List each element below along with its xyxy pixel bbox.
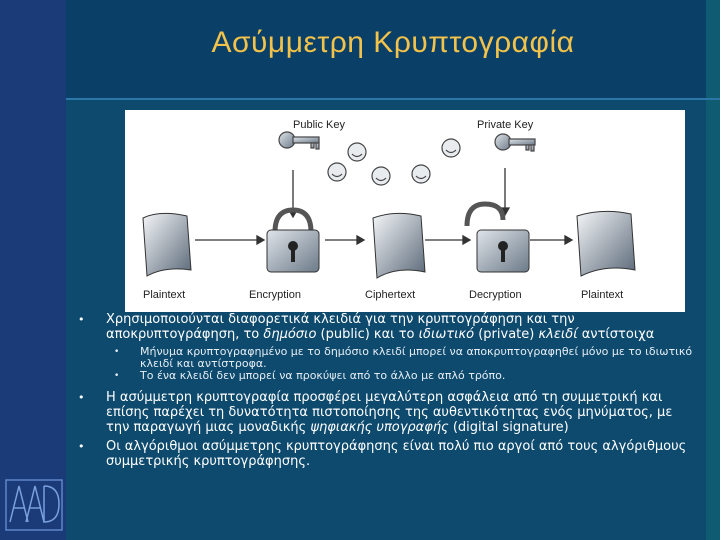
- bullet-emphasis: ιδιωτικό: [418, 327, 475, 342]
- bullet-text: αντίστοιχα: [577, 327, 655, 342]
- bullet-text: (digital signature): [448, 420, 569, 435]
- bullet-marker: •: [78, 313, 85, 326]
- document-icon: [577, 211, 635, 276]
- smiley-face-icon: [328, 163, 346, 181]
- encryption-label: Encryption: [249, 289, 301, 301]
- slide-title: Ασύμμετρη Κρυπτογραφία: [211, 26, 575, 59]
- bullet-text: Η ασύμμετρη κρυπτογραφία προσφέρει μεγαλύτερη ασφάλεια από τη συμμετρική και επίσης παρέχει τη δυνατότητα πιστοποίησης της αυθεντικότητας ενός μηνύματος, με την παραγωγή μιας μοναδικής: [106, 390, 673, 435]
- smiley-face-icon: [372, 167, 390, 185]
- sub-bullet-text: Το ένα κλειδί δεν μπορεί να προκύψει από το άλλο με απλό τρόπο.: [140, 369, 506, 382]
- smiley-face-icon: [412, 165, 430, 183]
- right-band: [706, 0, 720, 540]
- university-logo-icon: [4, 476, 64, 534]
- bullet-text: (private): [474, 327, 539, 342]
- document-icon: [143, 213, 191, 276]
- bullet-marker: •: [78, 391, 85, 404]
- key-icon: [279, 132, 319, 149]
- bullet-marker: •: [78, 440, 85, 453]
- bullet-marker: •: [114, 347, 120, 357]
- bullet-marker: •: [114, 371, 120, 381]
- bullet-list: [78, 312, 698, 469]
- decryption-label: Decryption: [469, 289, 522, 301]
- bullet-text: (public) και το: [316, 327, 419, 342]
- bullet-item: [78, 312, 698, 342]
- smiley-face-icon: [442, 139, 460, 157]
- sub-bullet-item: [78, 346, 698, 370]
- plaintext-in-label: Plaintext: [143, 289, 186, 301]
- padlock-icon: [467, 204, 529, 272]
- left-band: [0, 0, 66, 540]
- private-key-label: Private Key: [477, 119, 534, 131]
- smiley-face-icon: [348, 143, 366, 161]
- padlock-icon: [267, 210, 319, 272]
- asymmetric-crypto-diagram: [125, 110, 685, 312]
- bullet-text: Χρησιμοποιούνται διαφορετικά κλειδιά για την κρυπτογράφηση και την αποκρυπτογράφηση, το: [106, 312, 575, 342]
- sub-bullet-text: Μήνυμα κρυπτογραφημένο με το δημόσιο κλειδί μπορεί να αποκρυπτογραφηθεί μόνο με το ιδιωτικό κλειδί και αντίστροφα.: [140, 345, 693, 370]
- bullet-emphasis: κλειδί: [538, 327, 578, 342]
- key-icon: [495, 134, 535, 151]
- public-key-label: Public Key: [293, 119, 345, 131]
- bullet-item: [78, 439, 698, 469]
- bullet-item: [78, 390, 698, 435]
- sub-bullet-item: [78, 370, 698, 382]
- document-icon: [373, 213, 425, 278]
- title-rule: [66, 98, 720, 100]
- ciphertext-label: Ciphertext: [365, 289, 416, 301]
- bullet-emphasis: δημόσιο: [263, 327, 317, 342]
- plaintext-out-label: Plaintext: [581, 289, 624, 301]
- bullet-text: Οι αλγόριθμοι ασύμμετρης κρυπτογράφησης είναι πολύ πιο αργοί από τους αλγόριθμους συμμετρικής κρυπτογράφησης.: [106, 439, 687, 469]
- bullet-emphasis: ψηφιακής υπογραφής: [310, 420, 449, 435]
